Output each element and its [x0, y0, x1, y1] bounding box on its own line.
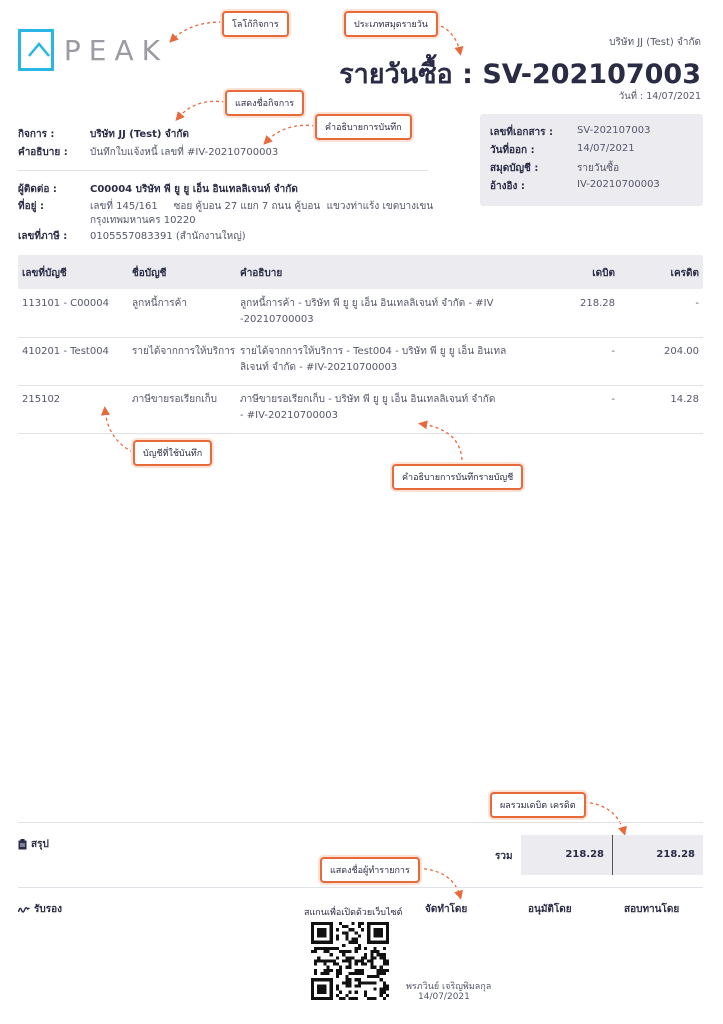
meta-doc-no-value: SV-202107003 — [577, 125, 651, 136]
row-desc-line1: ลูกหนี้การค้า - บริษัท พี ยู ยู เอ็น อินเทลลิเจนท์ จำกัด - #IV — [240, 298, 494, 309]
row-desc-line2: -20210700003 — [240, 314, 314, 325]
callout-totals: ผลรวมเดบิต เครดิต — [490, 792, 586, 818]
row-desc-line1: ภาษีขายรอเรียกเก็บ - บริษัท พี ยู ยู เอ็น อินเทลลิเจนท์ จำกัด — [240, 394, 496, 405]
meta-ref-value: IV-20210700003 — [577, 179, 660, 190]
callout-record-description: คำอธิบายการบันทึก — [315, 114, 412, 140]
totals-separator — [612, 835, 613, 875]
row-debit: 218.28 — [580, 298, 615, 309]
callout-logo: โลโก้กิจการ — [222, 11, 289, 37]
contact-value: C00004 บริษัท พี ยู ยู เอ็น อินเทลลิเจนท์ จำกัด — [90, 184, 298, 195]
th-debit: เดบิต — [592, 268, 615, 279]
description-value: บันทึกใบแจ้งหนี้ เลขที่ #IV-20210700003 — [90, 147, 279, 158]
summary-top-divider — [18, 822, 703, 823]
total-debit: 218.28 — [565, 849, 604, 860]
document-date: วันที่ : 14/07/2021 — [618, 91, 701, 102]
th-account-name: ชื่อบัญชี — [132, 268, 167, 279]
meta-journal-value: รายวันซื้อ — [577, 163, 620, 174]
address-label: ที่อยู่ : — [18, 201, 44, 212]
summary-label: สรุป — [31, 839, 49, 850]
signature-label: รับรอง — [34, 904, 62, 915]
description-label: คำอธิบาย : — [18, 147, 68, 158]
prepared-by-label: จัดทำโดย — [425, 904, 468, 915]
callout-journal-type: ประเภทสมุดรายวัน — [344, 11, 438, 37]
audited-by-label: สอบทานโดย — [624, 904, 680, 915]
tax-value: 0105557083391 (สำนักงานใหญ่) — [90, 231, 246, 242]
tax-label: เลขที่ภาษี : — [18, 231, 68, 242]
document-title: รายวันซื้อ : SV-202107003 — [339, 59, 701, 90]
callout-preparer: แสดงชื่อผู้ทำรายการ — [320, 857, 420, 883]
address-line-1: เลขที่ 145/161 ซอย คู้บอน 27 แยก 7 ถนน คู้บอน แขวงท่าแร้ง เขตบางเขน — [90, 201, 434, 212]
th-account-no: เลขที่บัญชี — [22, 268, 67, 279]
qr-code-icon[interactable] — [311, 922, 389, 1000]
row-credit: 14.28 — [670, 394, 699, 405]
row-account-no: 215102 — [22, 394, 61, 405]
row-desc-line2: - #IV-20210700003 — [240, 410, 338, 421]
address-line-2: กรุงเทพมหานคร 10220 — [90, 215, 196, 226]
preparer-name: พรภวินย์ เจริญพิมลกุล — [406, 982, 492, 992]
row-debit: - — [611, 346, 615, 357]
meta-issue-label: วันที่ออก : — [490, 145, 535, 156]
total-credit: 218.28 — [656, 849, 695, 860]
row-debit: - — [611, 394, 615, 405]
total-label: รวม — [495, 851, 513, 862]
row-account-no: 410201 - Test004 — [22, 346, 109, 357]
scan-text: สแกนเพื่อเปิดด้วยเว็บไซต์ — [304, 908, 403, 918]
business-value: บริษัท JJ (Test) จำกัด — [90, 129, 189, 140]
signature-icon — [18, 906, 30, 914]
meta-doc-no-label: เลขที่เอกสาร : — [490, 127, 554, 138]
meta-issue-value: 14/07/2021 — [577, 143, 635, 154]
signature-heading — [18, 902, 62, 917]
row-desc-line2: ลิเจนท์ จำกัด - #IV-20210700003 — [240, 362, 398, 373]
clipboard-icon — [18, 839, 27, 850]
approved-by-label: อนุมัติโดย — [528, 904, 572, 915]
preparer-date: 14/07/2021 — [418, 992, 470, 1002]
contact-label: ผู้ติดต่อ : — [18, 184, 57, 195]
callout-business-name: แสดงชื่อกิจการ — [225, 90, 304, 116]
meta-journal-label: สมุดบัญชี : — [490, 163, 539, 174]
th-description: คำอธิบาย — [240, 268, 283, 279]
header-company-name: บริษัท JJ (Test) จำกัด — [609, 37, 701, 48]
logo-text: PEAK — [63, 33, 168, 67]
callout-account-used: บัญชีที่ใช้บันทึก — [133, 440, 212, 466]
row-credit: 204.00 — [664, 346, 699, 357]
signature-divider — [18, 887, 703, 888]
meta-ref-label: อ้างอิง : — [490, 181, 525, 192]
row-account-name: ลูกหนี้การค้า — [132, 298, 187, 309]
callout-line-description: คำอธิบายการบันทึกรายบัญชี — [392, 464, 523, 490]
row-credit: - — [695, 298, 699, 309]
business-label: กิจการ : — [18, 129, 55, 140]
th-credit: เครดิต — [670, 268, 699, 279]
row-account-no: 113101 - C00004 — [22, 298, 109, 309]
row-account-name: ภาษีขายรอเรียกเก็บ — [132, 394, 218, 405]
row-account-name: รายได้จากการให้บริการ — [132, 346, 236, 357]
summary-heading — [18, 837, 49, 852]
row-desc-line1: รายได้จากการให้บริการ - Test004 - บริษัท พี ยู ยู เอ็น อินเทล — [240, 346, 507, 357]
